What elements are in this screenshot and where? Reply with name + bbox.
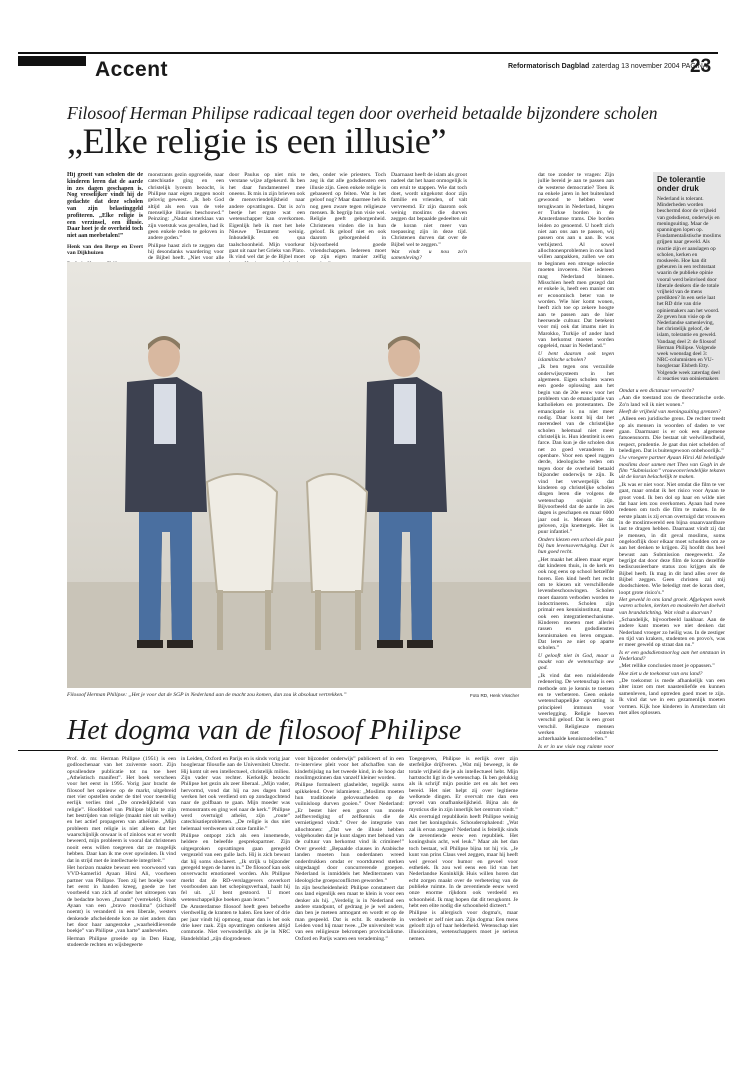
interview-question: Omdat u een dictatuur verwacht? xyxy=(619,388,695,394)
paragraph: „Het maakt het alleen maar erger dat kinderen thuis, in de kerk en ook nog eens op school hetzelfde horen. Een kind heeft het recht om te kiezen uit verschillende levensbeschouwingen. Scholen moet daarom verboden worden te indoctrineren. Scholen zijn primair een kennisinstituut, maar ook een integratiemechanisme. Kinderen moeten met allerlei rassen en godsdiensten kennismaken en leren omgaan. Dat leren ze niet op aparte scholen.” xyxy=(538,556,614,652)
paragraph: Het horizon maakte bewust een voorwoord van VVD-kamerlid Ayaan Hirsi Ali, voorheen partner van Philipse. Toen zij het boekje voor het eerst in handen kreeg, goede ze het voorbeeld van zich af onder het uitroepen van de bedachte boven „furaam” (verrekeld). Sinds Ayaan van een „bravo moslima” (zichzelf noemt) is veranderd in een liberale, westers denkende afscheidende kon ze niet anders dan het door haar aangestoke „waarheidlievende boekje” van Philipse „van harte” aanbevelen. xyxy=(67,864,176,935)
interview-question: U bent daarom ook tegen islamitische scholen? xyxy=(538,350,614,363)
article-intro: Hij groeit van scholen die de kinderen leren dat de aarde in zes dagen geschapen is. Nog vreselijker vindt hij de gedachte dat deze scholen van zijn belastinggeld profiteren. „Elke religie is een verzinsel, een illusie. Daar hoet je de overheid toch niet aan meebetalen!” xyxy=(67,172,143,240)
interview-question: U gelooft niet in God, maar u maakt van de wetenschap uw god. xyxy=(538,652,614,672)
interview-question: Uw vroegere partner Ayaan Hirsi Ali beledigde moslims door samen met Theo van Gogh in de film “Submission” vrouwonvriendelijke teksten uit de koran belachelijk te maken. xyxy=(619,455,725,481)
paragraph: voor bijzonder onderwijs” publiceert of in een tv-interview pleit voor het afschaffen van de kinderbijslag na het tweede kind, in de hoop dat moslimgezinnen dan vanzelf kleiner worden. xyxy=(295,756,404,782)
interview-question: Het geweld in ons land groeit. Afgelopen week waren scholen, kerken en moskeeën het doelwit van brandstichting. Wat vindt u daarvan? xyxy=(619,597,725,616)
page-number: 23 xyxy=(690,56,712,77)
interview-question: Is er in uw visie nog ruimte voor xyxy=(538,743,614,750)
paragraph: Herman Philipse groeide op in Den Haag, studeerde rechten en wijsbegeerte xyxy=(67,935,176,948)
photo-caption: Filosoof Herman Philipse: „Het je voor dat de SGP in Nederland aan de macht zou komen, dan zou ik absoluut vertrekken.” xyxy=(67,692,347,698)
paragraph: De Amsterdamse filosoof heeft geen behoefte vierdwellig de kranten te halen. Een keer of drie per jaar vindt hij opmoog, maar dan is het ook drie keer raak. Zijn opvattingen ontketen altijd commotie. Niet verwonderlijk als je in NRC Handelsblad „zijn diogrodenen xyxy=(181,903,290,942)
article-headline: „Elke religie is een illusie” xyxy=(67,121,447,161)
interview-question: Hoe ziet u de toekomst van ons land? xyxy=(619,670,703,677)
paragraph: „Ik ben tegen ons verzuilde onderwijssysteem in het algemeen. Eigen scholen waren een goede oplossing aan het begin van de 20e eeuw voor het probleem van de emancipatie van katholieken en protestanten. De emancipatie is nu niet meer nodig. Daar komt bij dat het merendeel van de christelijke scholen helemaal niet meer christelijk is. Hun identiteit is een farce. Dan kun je die scholen dus net zo goed veranderen in openbare. Voor een speel ruggen derde, ideologische reden om tegen door de overheid betaald bijzonder onderwijs te zijn. Ik vind het verwerpelijk dat kinderen op christelijke scholen dingen leren die volgens de wetenschap onjuist zijn. Bijvoorbeeld dat de aarde in zes dagen is geschapen en maar 6000 jaar oud is. Mensen die dat geloven, zijn knettergek. Het is puur infantiel.” xyxy=(538,364,614,536)
paragraph: „Alleen een juridische grens. De rechter treedt op als mensen in woorden of daden te ver gaan. Daarmaast is er ook een algemene fatsoensnorm. Die bestaat uit welwillendheid, respect, prudentie. Je gaat dus niet schelden of beledigen. Dat is buitengewoon onbehoorlijk.” xyxy=(619,416,725,455)
paragraph: Als overtuigd republikein heeft Philipse weinig met het koningshuis. Schouderophalend: „Wat zal ik ervan zeggen? Nederland is feitelijk sinds de zeventiende eeuw een republiek. Het koningshuis acht, wel leuk.” Maar als het dan toch bestaat, wil Philipse bijna tot hij vis. „Je kunt van prins Claus veel zeggen, maar hij heeft wel gevoel voor humor en gevoel voor esthetiek. Ik zou wel eens een lid van het Nederlandse Koninklijk Huis willen horen dat echt zorgen maakt over de verbetering van de publieke ruimte. In de zeventiende eeuw werd onze enorme rijkdom ook verdeeld en schoonheid. Ik mag hopen dat dit terugkomt. Je hebt een elite nodig die schoonheid dicteert.” xyxy=(409,814,518,909)
paragraph: „Met rellike conclusies moet je oppassen.” xyxy=(619,663,715,670)
paragraph: Daarnaast heeft de islam als groot nadeel dat het haast onmogelijk is om eruit te stappen. Wie dat toch doet, wordt uitgekotst door zijn familie en vrienden, of valt vervreemd. Er zijn daarom ook weinig moslims die durven zeggen dat bepaalde gedeelten uit de koran niet meer van toepassing zijn in deze tijd. Christenen durven dat over de Bijbel wel te zeggen.” xyxy=(391,172,467,248)
paragraph: monstrants gezin opgroeide, naar catechisatie ging en een christelijk lyceum bezocht, is Philipse naar eigen zeggen nooit gelovig geweest. „Ik heb God altijd als een van de vele menselijke illusies beschouwd.” Peinzing: „Nadat sinterklaas van zijn voetstuk was gevallen, had ik geen enkele reden te geloven in andere goden.” xyxy=(148,172,224,242)
paragraph: „Ik was er niet voor. Niet omdat die film te ver gaat, maar omdat ik het risico voor Ayaan te groot vond. Ik ben dol op haar en wilde niet dat haar iets zou overkomen. Ayaan had twee redenen om toch die film te maken. In de eerste plaats is zij ervan overtuigd dat vrouwen in de moslimwereld een bijna onaanvaardbare last te dragen hebben. Daarnaast vindt zij dat je mensen, in dit geval moslims, soms ongelooflijk door elkaar moet schudden om ze aan het denken te krijgen. Zij hoofdt dus heel bewust aan Submission meegewerkt. Ze begrijpt dat door deze film de koran dezelfde bediscussieerbare status zou krijgen als de Bijbel heeft. Ik mag in dit land alles over de Bijbel zeggen. Geen christen zal mij doodschieten. Wie beledigt met de koran doet, loopt grote risico's.” xyxy=(619,481,725,596)
paragraph: in Leiden, Oxford en Parijs en is sinds vorig jaar hoogleraar filosofie aan de Universiteit Utrecht. Hij komt uit een intellectueel, christelijk milieu. Zijn vader was rechter. Kerkelijk bezocht Philipse het gezin als zeer liberaal. „Mijn vader, hervormd, vond dat hij na zes dagen hard werken het ook verdiend om op zondagochtend naar de golfbaan te gaan. Mijn moeder was remonstrants en ging wel naar de kerk.” Philipse werd overtuigd atheïst, zijn „route” catechisatieproblemen. „De religie is dus niet helemaal verdwenen uit onze familie.” xyxy=(181,756,290,832)
paragraph: door Paulus op niet mis te verstane wijze afgekeurd. Ik ben het daar fundamenteel mee oneens. Ik mis in zijn brieven ook de mensvriendelijkheid naar andere opvattingen. Dat is zo'n beetje het ergste wat een wetenschapper kan overkomen. Eigenlijk heb ik met het hele Nieuwe Testament weinig. Inhoudelijk en qua taalschoonheid. Mijn voorkeur gaat uit naar het Grieks van Plato. Ik vind wel dat je de Bijbel moet xyxy=(229,172,305,261)
profile-column-4 xyxy=(409,756,518,1056)
paragraph: „De toekomst is mede afhankelijk van een alter inzet om met naastenliefde en kunnen samenleven, land optreden goed moet te zijn. Ik vind dat we in een gezamenlijk moeten vormen. Kijk hoe kinderen in Amsterdam uit met alles oplossen. xyxy=(619,678,725,716)
photo-credit: Foto RD, Henk Visscher xyxy=(470,693,520,698)
photo-illustration xyxy=(67,262,531,688)
paragraph: In zijn bescheidenheid: Philipse constateert dat ons land eigenlijk een maat te klein is voor een denker als hij. „Verdelig is in Nederland een andere standpunt, of gedraag je je wel anders, dan ben je meteen armogant en wordt er op de man gespeeld. Dat is echt. Ik studeerde in Leiden vond hij maar twee. „De universiteit was van een reliigieuze bekrompen provincialisme. Oxford en Parijs waren een verademing.” xyxy=(295,884,404,942)
sidebar-box xyxy=(653,172,725,380)
secondary-headline: Het dogma van de filosoof Philipse xyxy=(67,715,462,746)
section-accent-bar xyxy=(18,56,86,66)
paragraph: Philipse formuleert glashelder, tegelijk soms spikkelend. Over islamieten: „Moslims moeten hun traditionele gelovsuarheden op de vuilnisloop durven gooien.” Over Nederland: „Er bestet hier een groot van morele zelfbevrediging of zelfkennis die de vernietigend vindt.” Over de integratie van allochtonen: „Dat we de illusie hebben volgehouden dat je kunt slagen met behoud van de cultuur van herkomst vind ik criminee!” Over geweld: „Bepaalde clauses in Arabische landen moeten hun onderdanen wreed onderdrukken omdat er voortdurend sterken uitgedaagd door concurrerende groepen. Nederland is inmiddels het Mediterranen van ideologiche groepsconflicten geworden.” xyxy=(295,782,404,884)
article-column-6 xyxy=(538,172,614,750)
newspaper-name: Reformatorisch Dagblad xyxy=(508,63,590,70)
interview-question: Wat vindt u nou zo'n samenleving? xyxy=(391,249,467,262)
interview-question: Heeft de vrijheid van meningsuiting grenzen? xyxy=(619,409,721,416)
paragraph: dat toe zonder te vragen: Zijn jullie bereid je aan te passen aan de westerse democratie? Toen ik na enkele jaren in het buitenland gewoond te hebben weer terugkwam in Nederland, hingen er Turkse borden in de Amsterdamse trams. Die borden leiden zo genoemd. U hoeft zich niet aan ons aan te passen, wij passen ons aan u aan. Ik was verbijsterd. Al sowel allochtonenproblemen in ons land willen aanpakken, zullen we om te beginnen een strenge selectie moeten invoeren. Niet iedereen mag Nederland binnen. Misschien heeft men gezegd dat er enkele is, heeft een manier om er economisch beter van te worden. Wie hier komt wonen, heeft zich toe op zekere hoogte aan te passen aan de hier heersende cultuur. Dat betekent voor mij ook dat imams niet in Marokko, Turkije of ander land van herkomst moeten worden opgeleid, maar in Nederland.” xyxy=(538,172,614,350)
paragraph: Philipse ontpopt zich als een innemende, heldere en beleefde gesprekspartner. Zijn uitgesproken opvattingen gaan geregeld vergezeld van een gulle lach. Hij is zich bewust dat hij soms shockeert. „Ik strijk u bijzonder geregeld tegen de haren in.” De filosoof kan ook onverwacht emotioneel worden. Als Philipse merkt dat de RD-verslaggevers onverkort voorbouden aan het schepingsverhaal, haalt hij fel uit. „U bent gestoord. U moet wetenschappelijke boeken gaan lezen.” xyxy=(181,833,290,903)
paragraph: „Schandelijk, bijvoorbeeld laakbaar. Aan de andere kant moeten we niet denken dat Nederland vroeger zo heilig was. In de zestiger en tijd van krakers, studenten en provo's, was er meer geweld op straat dan nu.” xyxy=(619,617,725,649)
masthead-rule xyxy=(18,52,718,54)
profile-column-3 xyxy=(295,756,404,1056)
sidebar-title: De tolerantie onder druk xyxy=(657,175,706,193)
paragraph: den, onder wie priesters. Toch zeg ik dat alle godsdiensten een illusie zijn. Geen enkele religie is gebaseerd op feiten. Wat is het geloof nog? Maar daarmee heb ik nog geen zware tegen religieuze mensen. Ik begrijp hun visie wel. Religie geeft geborgenheid. Christenen vinden die in hun geloof. Ik geloof niet en ook daarom geborgenheid in bijvoorbeeld goede vriendschappen. Iedereen moet op zijn eigen manier zelfig xyxy=(310,172,386,261)
article-column-7 xyxy=(619,388,725,750)
paragraph: Philipse is allergisch voor dogma's, maar verdeelt er zelf niet aan. Zijn dogma: Een mens gelooft zijn of haar helderheid. Wetenschap niet illusionisten, wetenschappers moet je serieus nemen. xyxy=(409,910,518,942)
paragraph: Toegegeven, Philipse is eerlijk over zijn sterfelijke drijfveren. „Wat mij beweegt, is de totale vrijheid die je als intellectueel hebt. Mijn hartstocht ligt in de wetenschap. Ik ben gelukkig als ik schrijf mijn positie zet en als het een bereid. Het niet helpt zij over legitieme welkende dingen. Er overvalt me dan een gevoel van onafhankelijkheid. Bijna als de mysticus die in zijn innerlijk het centrum vindt.” xyxy=(409,756,518,813)
paragraph: „Ik vind dat een misleidende redenering. De wetenschap is een methode om je kennis te toetsen en te verbeteren. Geen enkele wetenschappelijke opvatting is principieel immuun voor weerlegging. Religie hoeven verschil geloof. Dat is een groot verschil. Religieuze mensen werken met volstrekt achterhaalde kennismodellen.” xyxy=(538,672,614,743)
issue-date: zaterdag 13 november 2004 PAGINA xyxy=(592,63,708,70)
sidebar-text: Nederland is tolerant. Minderheden worden beschermd door de vrijheid van godsdienst, onderwijs en meningsuiting. Maar de spanningen lopen op. Fundamentalistische moslims grijpen naar geweld. Als reactie zijn er aanslagen op scholen, kerken en moskeeën. Hoe kan dit gebeuren in een rechtsstaat waarin de publieke opinie vooral werd beïnvloed door liberale denkers die de totale vrijheid van de mens predikten? In een serie laat het RD drie van drie opiniemakers aan het woord. Ze geven hun visie op de Nederlandse samenleving, het christelijk geloof, de islam, tolerantie en geweld. Vandaag deel 2: de filosoof Herman Philipse. Volgende week woensdag deel 3: NRC-columnisten en VU-hoogleraar Elsbeth Etty. Volgende week zaterdag deel 4: reacties van opiniemakers xyxy=(657,196,721,380)
paragraph: Philipse haast zich te zeggen dat hij desondanks waardering voor de Bijbel heeft. „Niet voor alle xyxy=(148,242,224,262)
interview-question: Onders kiezen een school die past bij hun levensovertuiging. Dat is hun goed recht. xyxy=(538,536,614,556)
profile-column-2 xyxy=(181,756,290,1056)
masthead xyxy=(0,0,738,100)
article-byline: Henk van den Berge en Evert van Dijkhuizen xyxy=(67,243,143,257)
article-kicker: Filosoof Herman Philipse radicaal tegen door overheid betaalde bijzondere scholen xyxy=(67,103,658,123)
section-title: Accent xyxy=(95,58,169,81)
interview-question: Is er een godsdienstoorlog aan het ontstaan in Nederland? xyxy=(619,649,725,663)
paragraph: „Aan die toestand zou de theocratische orde. Zo'n land wil ik niet wonen.” xyxy=(619,395,725,408)
article-photo xyxy=(67,262,531,688)
profile-column-1 xyxy=(67,756,176,1056)
paragraph: Prof. dr. mr. Herman Philipse (1951) is een godloochenaar van het zuiverste soort. Zijn opvallendste publicatie tot nu toe heet „Atheïstisch manifest”. Het boek verscheen voor het eerst in 1995. Vorig jaar bracht de filosoof het opnieuw op de markt, uitgebreid met vier opstellen onder de titel voor toestellig eerlijk verlies titel „De onredelijkheid van religie”. Hoofddoel van Philipse blijkt te zijn het bestrijden van religie (maakt niet uit welke) en het actief propageren van atheïsme. „Mijn probleem met religie is niet alleen dat het waarschijnlijk onwaar is of zinloos wat er wordt beweerd, mijn probleem is vooral dat christenen nooit eens willen toegeven dat ze mogelijk hebben. Daar kan ik me over opwinden. Ik vind dat in strijd met de intellectuele integriteit.” xyxy=(67,756,176,864)
section-divider xyxy=(18,750,718,751)
